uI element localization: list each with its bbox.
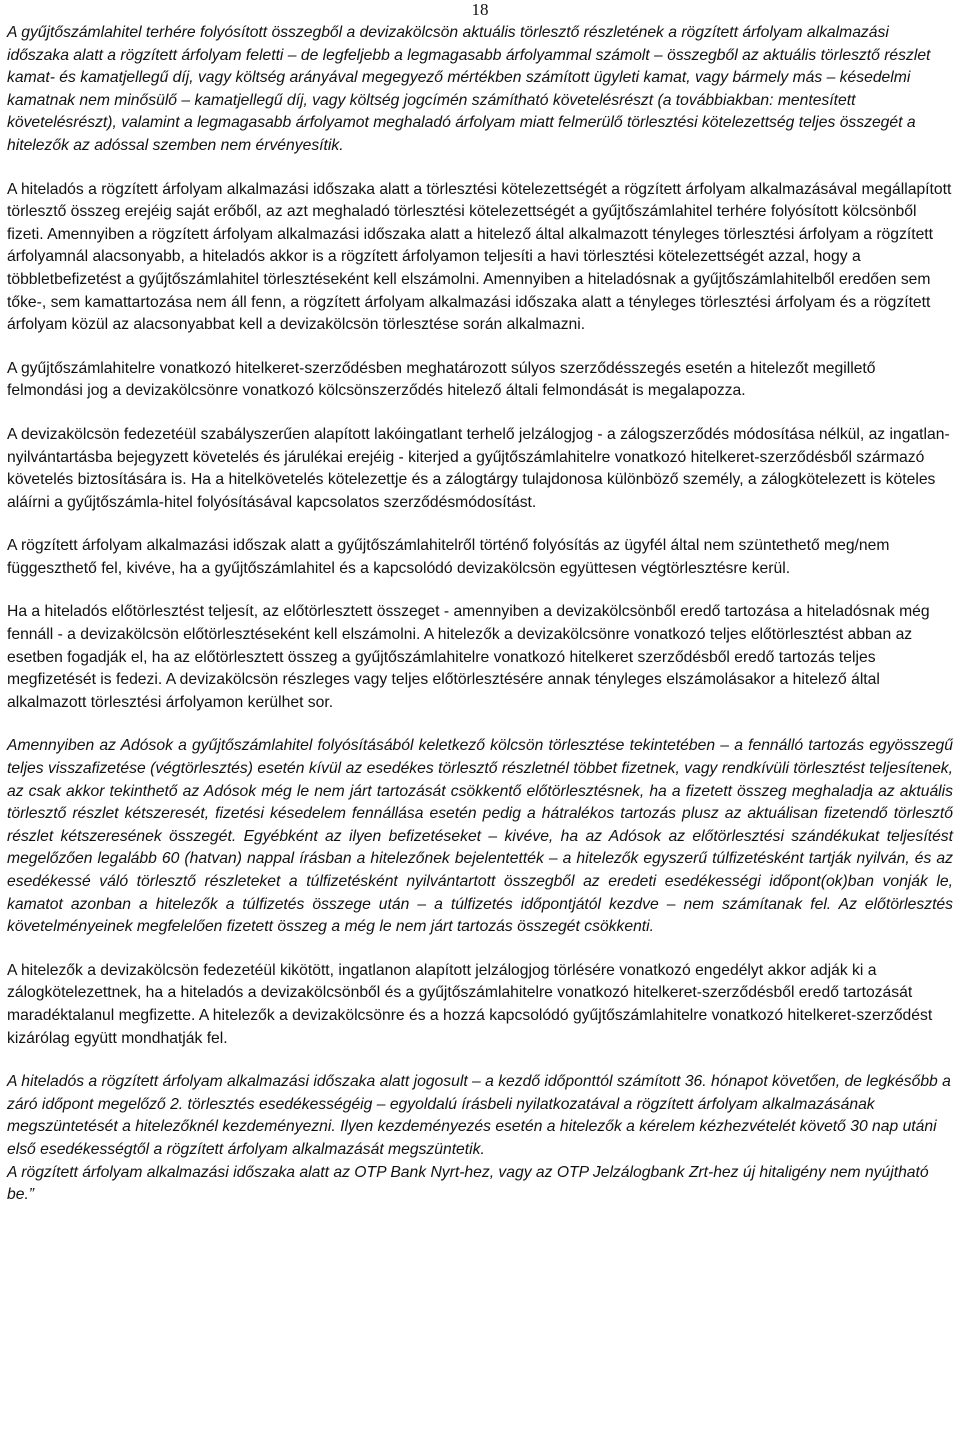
paragraph-jelzalogjog-torles: A hitelezők a devizakölcsön fedezetéül kikötött, ingatlanon alapított jelzálogjog törlésére vonatkozó engedélyt akkor adják ki a zálogkötelezettnek, ha a hiteladós a devizakölcsönből és a gyűjtőszámlahitelre vonatkozó hitelkeret-szerződésből eredő tartozását maradéktalanul megfizette. A hitelezők a devizakölcsönre és a hozzá kapcsolódó gyűjtőszámlahitelre vonatkozó hitelkeret-szerződést kizárólag együtt mondhatják fel.: [7, 961, 933, 1047]
paragraph-hiteligeny: A rögzített árfolyam alkalmazási időszaka alatt az OTP Bank Nyrt-hez, vagy az OTP Jelzálogbank Zrt-hez új hitaligény nem nyújtható be.”: [7, 1163, 929, 1204]
paragraph-folyositas: A rögzített árfolyam alkalmazási időszak alatt a gyűjtőszámlahitelről történő folyósítás az ügyfél által nem szüntethető meg/nem függeszthető fel, kivéve, ha a gyűjtőszámlahitel és a kapcsolódó devizakölcsön együttesen végtörlesztésre kerül.: [7, 537, 890, 577]
paragraph-jelzalogjog: A devizakölcsön fedezetéül szabályszerűen alapított lakóingatlant terhelő jelzálogjog - a zálogszerződés módosítása nélkül, az ingatlan-nyilvántartásba bejegyzett követelés és járulékai erejéig - kiterjed a gyűjtőszámlahitelre vonatkozó hitelkeret-szerződésből származó követelés biztosítására is. Ha a hitelkövetelés kötelezettje és a zálogtárgy tulajdonosa különböző személy, a zálogkötelezett is köteles aláírni a gyűjtőszámla-hitel folyósításával kapcsolatos szerződésmódosítást.: [7, 425, 950, 511]
paragraph-felmondasi-jog: A gyűjtőszámlahitelre vonatkozó hitelkeret-szerződésben meghatározott súlyos szerződésszegés esetén a hitelezőt megillető felmondási jog a devizakölcsönre vonatkozó kölcsönszerződés hitelező általi felmondását is megalapozza.: [7, 359, 876, 400]
paragraph-tulfizetes: Amennyiben az Adósok a gyűjtőszámlahitel folyósításából keletkező kölcsön törlesztése tekintetében – a fennálló tartozás egyösszegű teljes visszafizetése (végtörlesztés) esetén kívül az esedékes törlesztő részletnél többet fizetnek, vagy rendkívüli törlesztést teljesítenek, az csak akkor tekinthető az Adósok még le nem járt tartozását csökkentő előtörlesztésnek, ha a fizetett összeg meghaladja az aktuális törlesztő részlet kétszeresét, fizetési késedelem fennállása esetén pedig a hátralékos tartozás plusz az aktuálisan fizetendő törlesztő részlet kétszeresének összegét. Egyébként az ilyen befizetéseket – kivéve, ha az Adósok az előtörlesztési szándékukat teljesítést megelőzően legalább 60 (hatvan) nappal írásban a hitelezőnek bejelentették – a hitelezők egyszerű túlfizetésként tartják nyilván, és az esedékessé váló törlesztő részleteket a túlfizetésként nyilvántartott összegből az eredeti esedékességi időpont(ok)ban vonják le, kamatot azonban a hitelezők a túlfizetés összege után – a túlfizetés időpontjától kezdve – nem számítanak fel. Az előtörlesztés követelményeinek megfelelően fizetett összeg a még le nem járt tartozás összegét csökkenti.: [7, 737, 953, 936]
paragraph-mentesitett-koveteles: A gyűjtőszámlahitel terhére folyósított összegből a devizakölcsön aktuális törlesztő részletének a rögzített árfolyam alkalmazási időszaka alatt a rögzített árfolyam feletti – de legfeljebb a legmagasabb árfolyammal számolt – összegből az aktuális törlesztő részlet kamat- és kamatjellegű díj, vagy költség arányával megegyező mértékben számított ügyleti kamat, vagy bármely más – késedelmi kamatnak nem minősülő – kamatjellegű díj, vagy költség jogcímén számítható követelésrészt (a továbbiakban: mentesített követelésrészt), valamint a legmagasabb árfolyamot meghaladó árfolyam miatt felmerülő törlesztési kötelezettség teljes összegét a hitelezők az adóssal szemben nem érvényesítik.: [7, 24, 931, 154]
paragraph-elotorlesztes: Ha a hiteladós előtörlesztést teljesít, az előtörlesztett összeget - amennyiben a devizakölcsönből eredő tartozása a hiteladósnak még fennáll - a devizakölcsön előtörlesztéseként kell elszámolni. A hitelezők a devizakölcsönre vonatkozó teljes előtörlesztést abban az esetben fogadják el, ha az előtörlesztett összeg a gyűjtőszámlahitelre vonatkozó hitelkeret szerződésből eredő tartozás teljes megfizetését is fedezi. A devizakölcsön részleges vagy teljes előtörlesztésére annak tényleges elszámolásakor a hitelező által alkalmazott törlesztési árfolyamon kerülhet sor.: [7, 603, 930, 711]
paragraph-torlesztesi-kotelezettseg: A hiteladós a rögzített árfolyam alkalmazási időszaka alatt a törlesztési kötelezettségét a rögzített árfolyam alkalmazásával megállapított törlesztő összeg erejéig saját erőből, az azt meghaladó törlesztési kötelezettségét a gyűjtőszámlahitel terhére folyósított kölcsönből fizeti. Amennyiben a rögzített árfolyam alkalmazási időszaka alatt a hitelező által alkalmazott tényleges törlesztési árfolyam a rögzített árfolyamnál alacsonyabb, a hiteladós akkor is a rögzített árfolyamon teljesíti a havi törlesztési kötelezettségét azzal, hogy a többletbefizetést a gyűjtőszámlahitel törlesztéseként kell elszámolni. Amennyiben a hiteladósnak a gyűjtőszámlahitelből eredően sem tőke-, sem kamattartozása nem áll fenn, a rögzített árfolyam alkalmazási időszaka alatt a tényleges törlesztési árfolyam és a rögzített árfolyam közül az alacsonyabbat kell a devizakölcsön törlesztése során alkalmazni.: [7, 180, 952, 334]
page-number: 18: [471, 0, 489, 19]
document-body: [7, 22, 953, 1207]
paragraph-megszuntetes: A hiteladós a rögzített árfolyam alkalmazási időszaka alatt jogosult – a kezdő időponttól számított 36. hónapot követően, de legkésőbb a záró időpont megelőző 2. törlesztés esedékességéig – egyoldalú írásbeli nyilatkozatával a rögzített árfolyam alkalmazásának megszüntetését a hitelezőknél kezdeményezni. Ilyen kezdeményezés esetén a hitelezők a kérelem kézhezvételét követő 30 nap utáni első esedékességtől a rögzített árfolyam alkalmazását megszüntetik.: [7, 1073, 951, 1158]
